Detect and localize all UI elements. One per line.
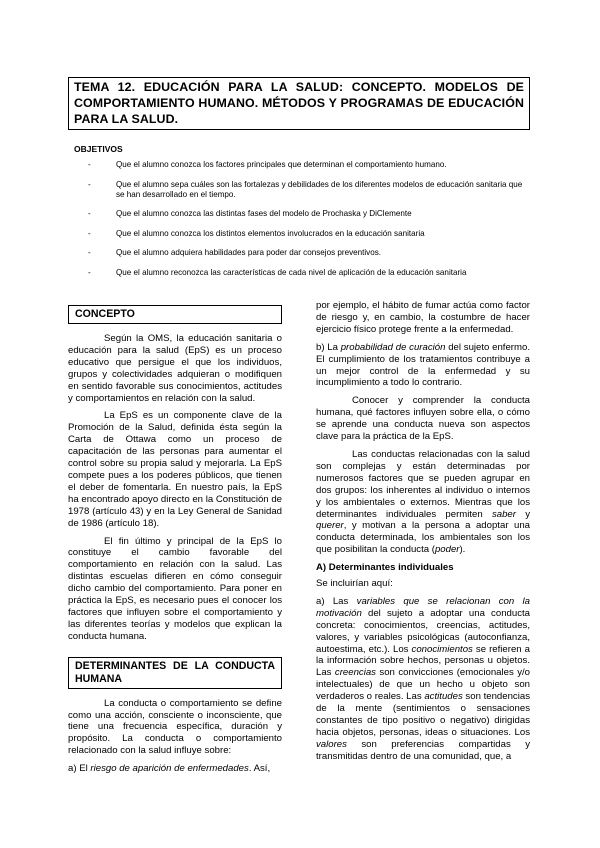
paragraph: a) El riesgo de aparición de enfermedades. Así, (68, 763, 271, 775)
right-column (316, 300, 530, 769)
paragraph: La conducta o comportamiento se define como una acción, consciente o inconsciente, que tiene una frecuencia específica, duración y propósito. La conducta o comportamiento relacionado con la salud influye sobre: (68, 697, 282, 757)
page-title: TEMA 12. EDUCACIÓN PARA LA SALUD: CONCEPTO. MODELOS DE COMPORTAMIENTO HUMANO. MÉTODOS Y PROGRAMAS DE EDUCACIÓN PARA LA SALUD. (74, 80, 524, 126)
bullet: - (88, 179, 91, 189)
paragraph: La EpS es un componente clave de la Promoción de la Salud, definida ésta según la Carta de Ottawa como un proceso de capacitación de las personas para aumentar el control sobre su propia salud y mejorarla. La EpS compete pues a los poderes públicos, que tienen el deber de fomentarla. En nuestro país, la EpS ha encontrado apoyo directo en la Constitución de 1978 (artículo 43) y en la Ley General de Sanidad de 1986 (artículo 18). (68, 410, 282, 529)
paragraph: a) Las variables que se relacionan con la motivación del sujeto a adoptar una conducta concreta: conocimientos, creencias, actitudes, valores, y variables psicológicas (autoconfianza, autoestima, etc.). Los conocimientos se refieren a la información sobre hechos, personas u objetos. Las creencias son convicciones (emocionales y/o intelectuales) de que un hecho u objeto son verdaderos o reales. Las actitudes son tendencias de la mente (sentimientos o sensaciones constantes de tipo positivo o negativo) dirigidas hacia objetos, personas, ideas o situaciones. Los valores son preferencias compartidas y transmitidas dentro de una comunidad, que, a (316, 595, 530, 762)
bullet: - (88, 267, 91, 277)
concepto-heading: CONCEPTO (68, 305, 282, 324)
objectives-list (88, 160, 528, 288)
determinantes-heading: DETERMINANTES DE LA CONDUCTA HUMANA (68, 657, 282, 689)
determinantes-individuales-heading: A) Determinantes individuales (316, 562, 454, 574)
list-item: - Que el alumno conozca los factores principales que determinan el comportamiento humano. (88, 160, 447, 169)
bullet: - (88, 228, 91, 238)
paragraph: b) La probabilidad de curación del sujeto enfermo. El cumplimiento de los tratamientos contribuye a un mejor control de la enfermedad y su incumplimiento a todo lo contrario. (316, 341, 530, 389)
bullet: - (88, 209, 91, 219)
paragraph: Se incluirían aquí: (316, 578, 393, 590)
bullet: - (88, 160, 91, 169)
paragraph: Según la OMS, la educación sanitaria o educación para la salud (EpS) es un proceso educativo que persigue el que los individuos, grupos y colectividades adquieran o modifiquen en sentido favorable sus conocimientos, actitudes y comportamientos en relación con la salud. (68, 333, 282, 404)
bullet: - (88, 248, 91, 258)
list-item: - Que el alumno conozca los distintos elementos involucrados en la educación sanitaria (88, 228, 425, 238)
paragraph: Conocer y comprender la conducta humana, qué factores influyen sobre ella, o cómo se aprende una conducta nueva son aspectos clave para la práctica de la EpS. (316, 395, 530, 443)
list-item: - Que el alumno conozca las distintas fases del modelo de Prochaska y DiClemente (88, 209, 412, 219)
paragraph: Las conductas relacionadas con la salud son complejas y están determinadas por numerosos factores que se pueden agrupar en dos grupos: los inherentes al individuo o internos y los ambientales o externos. Mientras que los determinantes individuales permiten saber y querer, y motivan a la persona a adoptar una conducta determinada, los ambientales son los que posibilitan la conducta (poder). (316, 448, 531, 556)
list-item: - Que el alumno sepa cuáles son las fortalezas y debilidades de los diferentes modelos de educación sanitaria que se han desarrollado en el tiempo. (88, 179, 523, 199)
paragraph: por ejemplo, el hábito de fumar actúa como factor de riesgo y, en cambio, la costumbre de hacer ejercicio físico protege frente a la enfermedad. (316, 300, 530, 335)
title-box (68, 77, 530, 130)
paragraph: El fin último y principal de la EpS lo constituye el cambio favorable del comportamiento en relación con la salud. Las distintas escuelas difieren en cómo conseguir dicho cambio del comportamiento. Para poner en práctica la EpS, es necesario pues el conocer los factores que influyen sobre el comportamiento y las diferentes teorías y modelos que explican la conducta humana. (68, 535, 282, 642)
list-item: - Que el alumno adquiera habilidades para poder dar consejos preventivos. (88, 248, 382, 258)
objectives-heading: OBJETIVOS (74, 144, 123, 154)
left-column (68, 305, 282, 781)
list-item: - Que el alumno reconozca las características de cada nivel de aplicación de la educación sanitaria (88, 267, 467, 277)
